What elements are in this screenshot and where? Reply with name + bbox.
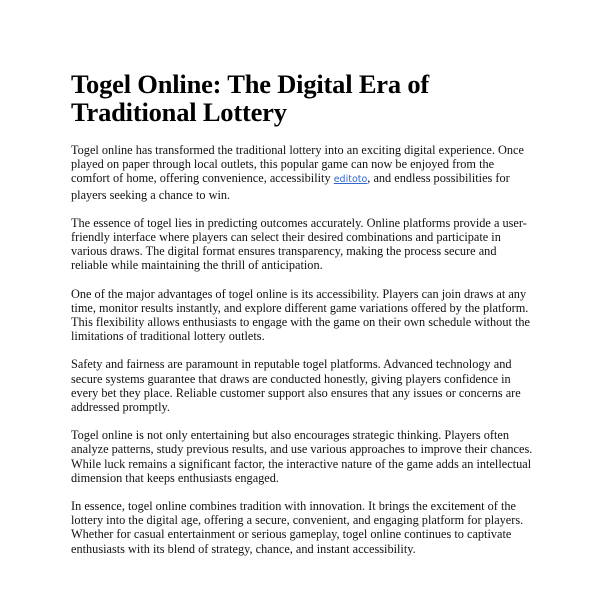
paragraph-intro-text-after: , and endless possibilities for players seeking a chance to win. xyxy=(71,171,510,202)
editoto-link[interactable]: editoto xyxy=(333,174,368,186)
paragraph-safety: Safety and fairness are paramount in reputable togel platforms. Advanced technology and secure systems guarantee that draws are conducted honestly, giving players confidence in every bet they place. Reliable customer support also ensures that any issues or concerns are addressed promptly. xyxy=(71,357,521,415)
article xyxy=(71,70,533,570)
paragraph-intro-text-before: Togel online has transformed the traditional lottery into an exciting digital experience. Once played on paper through local outlets, this popular game can now be enjoyed from the comfort of home, offering convenience, accessibility xyxy=(71,143,524,186)
paragraph-conclusion: In essence, togel online combines tradition with innovation. It brings the excitement of the lottery into the digital age, offering a secure, convenient, and engaging platform for players. Whether for casual entertainment or serious gameplay, togel online continues to captivate enthusiasts with its blend of strategy, chance, and instant accessibility. xyxy=(71,499,524,556)
paragraph-accessibility: One of the major advantages of togel online is its accessibility. Players can join draws at any time, monitor results instantly, and explore different game variations offered by the platform. This flexibility allows enthusiasts to engage with the game on their own schedule without the limitations of traditional lottery outlets. xyxy=(71,286,530,344)
paragraph-essence: The essence of togel lies in predicting outcomes accurately. Online platforms provide a user-friendly interface where players can select their desired combinations and participate in various draws. The digital format ensures transparency, making the process secure and reliable while maintaining the thrill of anticipation. xyxy=(71,215,527,273)
paragraph-strategy: Togel online is not only entertaining but also encourages strategic thinking. Players often analyze patterns, study previous results, and use various approaches to improve their chances. While luck remains a significant factor, the interactive nature of the game adds an intellectual dimension that keeps enthusiasts engaged. xyxy=(71,428,533,485)
paragraph-intro xyxy=(71,143,533,202)
page-title: Togel Online: The Digital Era of Traditional Lottery xyxy=(71,69,430,127)
